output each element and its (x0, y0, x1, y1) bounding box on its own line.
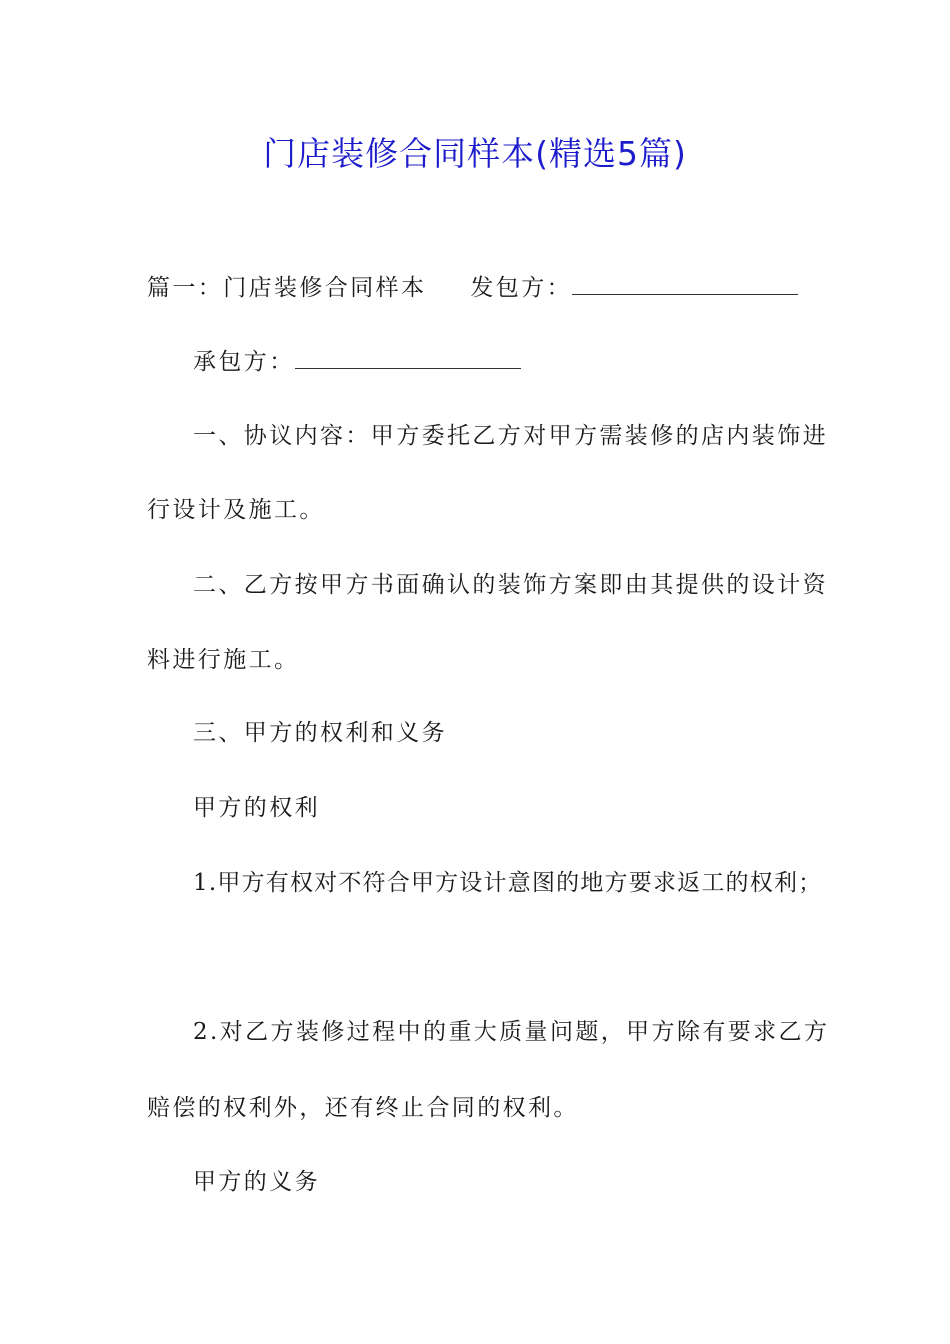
paragraph-3: 三、甲方的权利和义务 (193, 720, 447, 746)
employer-label: 发包方： (470, 275, 573, 301)
rights-item-2-line-1: 2.对乙方装修过程中的重大质量问题，甲方除有要求乙方 (193, 1019, 830, 1045)
employer-blank-field (572, 270, 798, 295)
contractor-line (193, 344, 521, 377)
paragraph-2-line-1: 二、乙方按甲方书面确认的装饰方案即由其提供的设计资 (193, 572, 828, 598)
paragraph-1-line-2: 行设计及施工。 (147, 497, 325, 523)
contractor-blank-field (295, 344, 521, 369)
section-heading-line (147, 270, 798, 303)
section-heading: 篇一：门店装修合同样本 (147, 275, 427, 301)
rights-item-2-line-2: 赔偿的权利外，还有终止合同的权利。 (147, 1095, 579, 1121)
employer-rights-heading: 甲方的权利 (193, 795, 320, 821)
paragraph-1-line-1: 一、协议内容：甲方委托乙方对甲方需装修的店内装饰进 (193, 423, 828, 449)
rights-item-1: 1.甲方有权对不符合甲方设计意图的地方要求返工的权利； (193, 870, 823, 896)
document-title: 门店装修合同样本(精选5篇) (263, 134, 687, 173)
paragraph-2-line-2: 料进行施工。 (147, 647, 300, 673)
employer-obligations-heading: 甲方的义务 (193, 1169, 320, 1195)
contractor-label: 承包方： (193, 349, 295, 375)
